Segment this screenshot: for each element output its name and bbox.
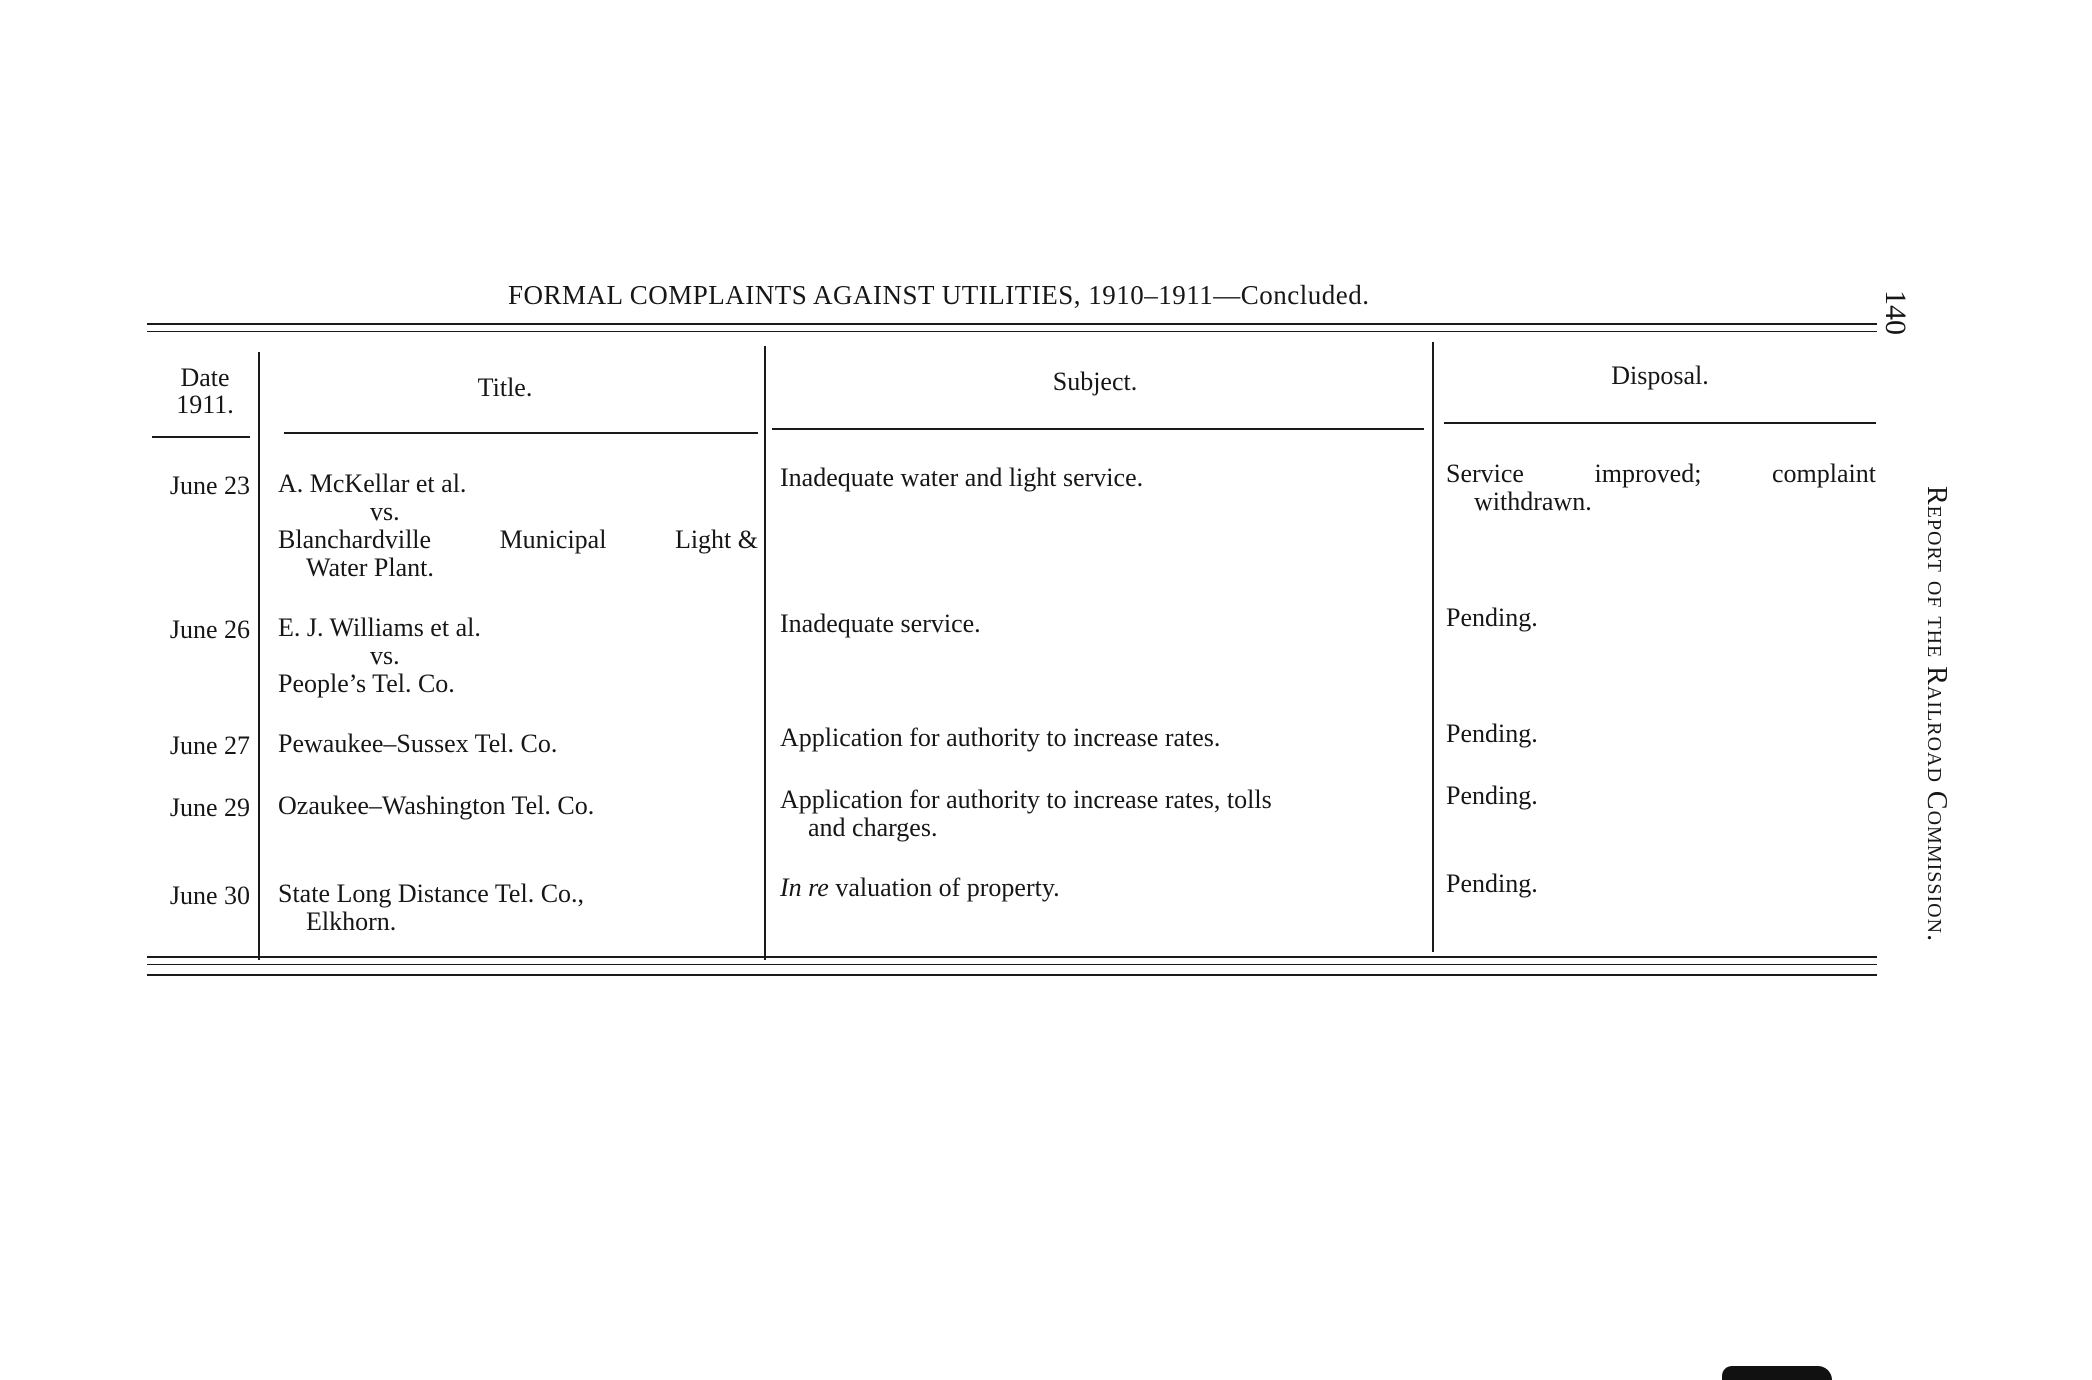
header-title xyxy=(280,374,730,401)
header-title-label: Title. xyxy=(477,373,533,402)
row-date: June 27 xyxy=(169,731,250,760)
row-title xyxy=(278,880,758,936)
subject-italic: In re xyxy=(780,873,829,902)
header-underline-date xyxy=(152,436,250,438)
title-line: A. McKellar et al. xyxy=(278,469,467,498)
row-disposal: Pending. xyxy=(1446,719,1538,748)
title-line: State Long Distance Tel. Co., xyxy=(278,879,585,908)
divider-date-title xyxy=(258,352,260,960)
title-line: E. J. Williams et al. xyxy=(278,613,481,642)
header-underline-subject xyxy=(772,428,1424,430)
row-title xyxy=(278,470,758,582)
title-word: Light & xyxy=(674,525,758,554)
header-underline-disposal xyxy=(1444,422,1876,424)
disposal-word: improved; xyxy=(1594,459,1702,488)
row-title: Pewaukee–Sussex Tel. Co. xyxy=(278,729,558,758)
title-line: Elkhorn. xyxy=(306,907,397,936)
row-date: June 23 xyxy=(169,471,250,500)
disposal-word: complaint xyxy=(1772,459,1876,488)
row-disposal xyxy=(1446,460,1876,516)
title-word: Municipal xyxy=(499,525,607,554)
title-line-justified xyxy=(278,526,758,554)
page-number: 140 xyxy=(1879,290,1912,335)
running-head: Report of the Railroad Commission. xyxy=(1921,486,1952,943)
divider-subject-disposal xyxy=(1432,342,1434,952)
header-subject xyxy=(780,368,1410,395)
disposal-line-justified xyxy=(1446,460,1876,488)
row-subject: Inadequate service. xyxy=(780,609,981,638)
header-subject-label: Subject. xyxy=(1052,367,1138,396)
title-line: Water Plant. xyxy=(306,553,434,582)
row-title: Ozaukee–Washington Tel. Co. xyxy=(278,791,595,820)
row-disposal: Pending. xyxy=(1446,781,1538,810)
subject-line: and charges. xyxy=(808,813,938,842)
row-date: June 30 xyxy=(169,881,250,910)
bottom-rule-inner xyxy=(147,964,1877,965)
disposal-word: Service xyxy=(1446,459,1524,488)
row-subject: Application for authority to increase rates. xyxy=(780,723,1221,752)
subject-text: valuation of property. xyxy=(828,873,1060,902)
header-date xyxy=(150,364,260,418)
row-date: June 26 xyxy=(169,615,250,644)
header-date-line2: 1911. xyxy=(176,390,234,419)
subject-line: Application for authority to increase rates, tolls xyxy=(780,785,1272,814)
row-subject xyxy=(780,874,1430,902)
top-rule-outer xyxy=(147,323,1877,325)
title-word: Blanchardville xyxy=(278,525,432,554)
bottom-rule-base xyxy=(147,974,1877,976)
header-underline-title xyxy=(284,432,758,434)
header-disposal xyxy=(1450,362,1870,389)
row-subject: Inadequate water and light service. xyxy=(780,463,1144,492)
title-vs: vs. xyxy=(370,497,400,526)
header-disposal-label: Disposal. xyxy=(1611,361,1709,390)
title-vs: vs. xyxy=(370,641,400,670)
divider-title-subject xyxy=(764,346,766,960)
ink-mark xyxy=(1722,1366,1832,1380)
top-rule-inner xyxy=(147,331,1877,332)
row-disposal: Pending. xyxy=(1446,603,1538,632)
bottom-rule-outer xyxy=(147,956,1877,958)
row-subject xyxy=(780,786,1430,842)
disposal-line: withdrawn. xyxy=(1474,487,1592,516)
row-title xyxy=(278,614,758,698)
header-date-line1: Date xyxy=(180,363,230,392)
title-line: People’s Tel. Co. xyxy=(278,669,455,698)
page-title xyxy=(508,280,1370,311)
row-disposal: Pending. xyxy=(1446,869,1538,898)
page-title-years: 1910–1911—Concluded. xyxy=(1088,280,1370,310)
row-date: June 29 xyxy=(169,793,250,822)
page-title-main: FORMAL COMPLAINTS AGAINST UTILITIES, xyxy=(508,280,1082,310)
